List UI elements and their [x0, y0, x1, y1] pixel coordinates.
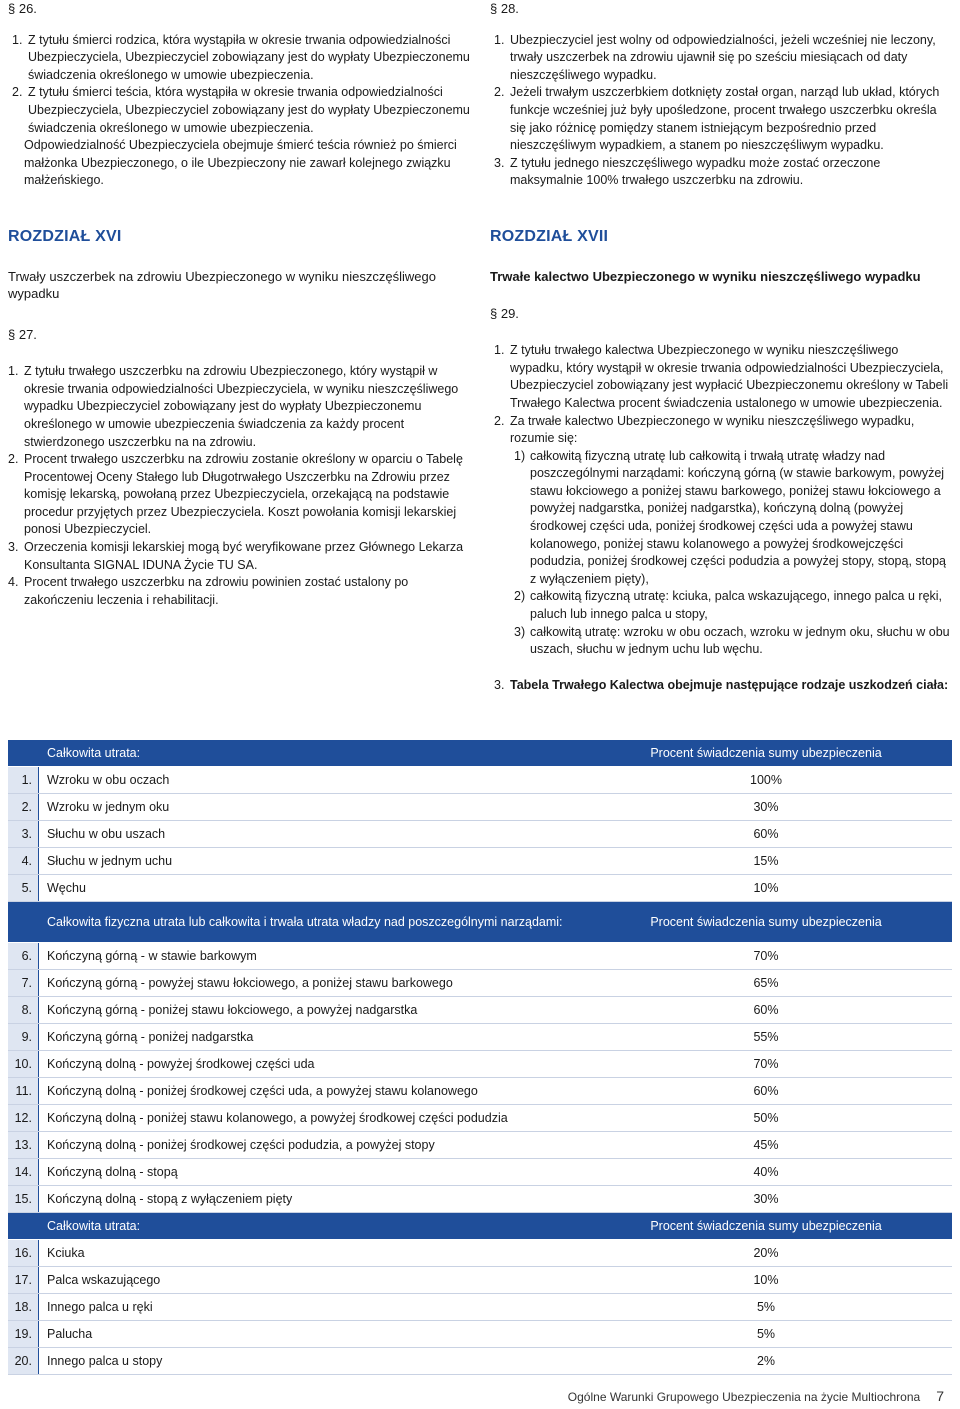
section-29-item-2	[494, 413, 952, 659]
section-29-item-3	[494, 677, 952, 695]
subitem-number: 3)	[514, 624, 526, 639]
item-number: 2.	[8, 452, 19, 467]
item-text: Orzeczenia komisji lekarskiej mogą być weryfikowane przez Głównego Lekarza Konsultanta SIGNAL IDUNA Życie TU SA.	[24, 540, 464, 572]
left-column	[8, 0, 470, 609]
item-number: 3.	[494, 155, 505, 170]
header-number-cell	[8, 1213, 39, 1240]
item-number: 1.	[12, 32, 23, 47]
row-number: 19.	[8, 1321, 39, 1348]
item-text: Z tytułu śmierci teścia, która wystąpiła w okresie trwania odpowiedzialności Ubezpieczyciela, Ubezpieczyciel zobowiązany jest do wypłaty Ubezpieczonemu świadczenia określonego w umowie ubezpieczenia.	[28, 85, 470, 135]
row-label: Kończyną górną - powyżej stawu łokciowego, a poniżej stawu barkowego	[39, 970, 581, 997]
row-number: 1.	[8, 767, 39, 794]
row-value: 20%	[580, 1240, 952, 1267]
table-row	[8, 1267, 952, 1294]
row-label: Kończyną dolną - powyżej środkowej części uda	[39, 1051, 581, 1078]
row-label: Wzroku w obu oczach	[39, 767, 581, 794]
table-row	[8, 997, 952, 1024]
table-row	[8, 821, 952, 848]
row-label: Innego palca u stopy	[39, 1348, 581, 1375]
table-header-row	[8, 740, 952, 767]
row-value: 15%	[580, 848, 952, 875]
item-text: Procent trwałego uszczerbku na zdrowiu zostanie określony w oparciu o Tabelę Procentowej Oceny Stałego lub Długotrwałego Uszczerbku na Zdrowiu przez komisję lekarską, powołaną przez Ubezpieczyciela, orzekającą na podstawie procedur przyjętych przez Ubezpieczyciela. Koszt powołania komisji lekarskiej ponosi Ubezpieczyciel.	[24, 452, 463, 537]
section-26-note: Odpowiedzialność Ubezpieczyciela obejmuje śmierć teścia również po śmierci małżonka Ubezpieczonego, o ile Ubezpieczony nie zawarł kolejnego związku małżeńskiego.	[24, 138, 457, 188]
table-header-row	[8, 902, 952, 943]
table-row	[8, 848, 952, 875]
row-value: 2%	[580, 1348, 952, 1375]
row-number: 2.	[8, 794, 39, 821]
row-number: 12.	[8, 1105, 39, 1132]
row-value: 60%	[580, 997, 952, 1024]
section-29-heading: § 29.	[490, 305, 519, 321]
row-value: 70%	[580, 943, 952, 970]
row-value: 60%	[580, 821, 952, 848]
section-27-item-2	[8, 451, 470, 539]
right-column	[490, 0, 952, 694]
row-value: 10%	[580, 1267, 952, 1294]
table-row	[8, 1159, 952, 1186]
chapter-xvi-title: ROZDZIAŁ XVI	[8, 227, 122, 245]
item-text: Ubezpieczyciel jest wolny od odpowiedzialności, jeżeli wcześniej nie leczony, trwały uszczerbek na zdrowiu ujawnił się po sześciu miesiącach od daty nieszczęśliwego wypadku.	[510, 32, 936, 82]
row-label: Kończyną górną - poniżej nadgarstka	[39, 1024, 581, 1051]
disability-table-grid	[8, 740, 952, 1375]
page-number: 7	[936, 1388, 944, 1404]
table-row	[8, 1294, 952, 1321]
item-number: 3.	[8, 540, 19, 555]
section-28-item-2	[494, 84, 952, 154]
row-number: 17.	[8, 1267, 39, 1294]
row-value: 45%	[580, 1132, 952, 1159]
row-number: 20.	[8, 1348, 39, 1375]
row-label: Kończyną dolną - poniżej stawu kolanowego, a powyżej środkowej części podudzia	[39, 1105, 581, 1132]
table-header-row	[8, 1213, 952, 1240]
section-28-item-1	[494, 32, 952, 85]
row-value: 30%	[580, 794, 952, 821]
section-29-item-1	[494, 342, 952, 412]
row-value: 5%	[580, 1294, 952, 1321]
section-27-item-1	[8, 363, 470, 451]
table-row	[8, 1348, 952, 1375]
row-value: 100%	[580, 767, 952, 794]
row-label: Słuchu w jednym uchu	[39, 848, 581, 875]
row-number: 8.	[8, 997, 39, 1024]
page-footer	[0, 1388, 944, 1404]
row-number: 5.	[8, 875, 39, 902]
subitem-3	[514, 624, 952, 659]
item-number: 3.	[494, 677, 505, 692]
item-number: 2.	[12, 85, 23, 100]
row-label: Kończyną górną - w stawie barkowym	[39, 943, 581, 970]
row-number: 10.	[8, 1051, 39, 1078]
row-value: 70%	[580, 1051, 952, 1078]
row-value: 65%	[580, 970, 952, 997]
header-value: Procent świadczenia sumy ubezpieczenia	[580, 740, 952, 767]
table-row	[8, 1321, 952, 1348]
table-row	[8, 875, 952, 902]
section-26-item-1	[12, 32, 470, 85]
item-number: 2.	[494, 85, 505, 100]
section-26-list	[8, 32, 470, 138]
row-number: 7.	[8, 970, 39, 997]
header-value: Procent świadczenia sumy ubezpieczenia	[580, 1213, 952, 1240]
row-number: 9.	[8, 1024, 39, 1051]
row-number: 4.	[8, 848, 39, 875]
row-label: Kciuka	[39, 1240, 581, 1267]
section-27-list	[8, 363, 470, 609]
section-29-sublist	[510, 448, 952, 659]
chapter-xvii-title: ROZDZIAŁ XVII	[490, 227, 609, 245]
section-28-list	[490, 32, 952, 190]
header-number-cell	[8, 902, 39, 943]
item-number: 2.	[494, 413, 505, 428]
row-number: 18.	[8, 1294, 39, 1321]
table-row	[8, 767, 952, 794]
item-text: Za trwałe kalectwo Ubezpieczonego w wyniku nieszczęśliwego wypadku, rozumie się:	[510, 413, 915, 446]
row-label: Palca wskazującego	[39, 1267, 581, 1294]
item-text: Tabela Trwałego Kalectwa obejmuje następujące rodzaje uszkodzeń ciała:	[510, 677, 949, 692]
item-number: 1.	[8, 364, 19, 379]
disability-table-body	[8, 740, 952, 1375]
row-number: 11.	[8, 1078, 39, 1105]
item-text: Jeżeli trwałym uszczerbkiem dotknięty został organ, narząd lub układ, których funkcje wcześniej już były upośledzone, procent trwałego uszczerbku określa się jako różnicę pomiędzy stanem istniejącym bezpośrednio przed nieszczęśliwym wypadkiem, a stanem po nieszczęśliwym wypadku.	[510, 85, 940, 153]
header-value: Procent świadczenia sumy ubezpieczenia	[580, 902, 952, 943]
row-number: 3.	[8, 821, 39, 848]
subitem-text: całkowitą fizyczną utratę lub całkowitą i trwałą utratę władzy nad poszczególnymi narządami: kończyną górną (w stawie barkowym, powyżej stawu łokciowego a poniżej stawu barkowego, poniżej stawu łokciowego a powyżej nadgarstka, poniżej nadgarstka), kończyną dolną (powyżej środkowej części uda, poniżej środkowej części uda a powyżej stawu kolanowego, poniżej stawu kolanowego a powyżej środkowejczęści podudzia, poniżej środkowej części podudzia a powyżej stopy, stopą, stopą z wyłączeniem pięty),	[530, 448, 946, 586]
section-28-item-3	[494, 155, 952, 190]
item-number: 1.	[494, 343, 505, 358]
header-label: Całkowita utrata:	[39, 1213, 581, 1240]
table-row	[8, 1024, 952, 1051]
item-text: Z tytułu trwałego kalectwa Ubezpieczonego w wyniku nieszczęśliwego wypadku, który wystąpił w okresie trwania odpowiedzialności Ubezpieczyciela, Ubezpieczyciel zobowiązany jest wypłacić Ubezpieczonemu określony w Tabeli Trwałego Kalectwa procent świadczenia ustalonego w umowie ubezpieczenia.	[510, 343, 949, 410]
row-label: Słuchu w obu uszach	[39, 821, 581, 848]
section-28-heading: § 28.	[490, 1, 519, 16]
row-value: 50%	[580, 1105, 952, 1132]
chapter-xvii-subtitle: Trwałe kalectwo Ubezpieczonego w wyniku nieszczęśliwego wypadku	[490, 268, 921, 284]
row-value: 60%	[580, 1078, 952, 1105]
item-text: Z tytułu jednego nieszczęśliwego wypadku może zostać orzeczone maksymalnie 100% trwałego uszczerbku na zdrowiu.	[510, 155, 881, 188]
subitem-number: 1)	[514, 448, 526, 463]
row-value: 10%	[580, 875, 952, 902]
row-number: 16.	[8, 1240, 39, 1267]
subitem-1	[514, 448, 952, 589]
section-29-list	[490, 342, 952, 694]
table-row	[8, 1186, 952, 1213]
row-label: Kończyną dolną - stopą z wyłączeniem pięty	[39, 1186, 581, 1213]
header-number-cell	[8, 740, 39, 767]
row-label: Kończyną dolną - poniżej środkowej części uda, a powyżej stawu kolanowego	[39, 1078, 581, 1105]
item-text: Z tytułu śmierci rodzica, która wystąpiła w okresie trwania odpowiedzialności Ubezpieczyciela, Ubezpieczyciel zobowiązany jest do wypłaty Ubezpieczonemu świadczenia określonego w umowie ubezpieczenia.	[28, 32, 470, 82]
row-number: 13.	[8, 1132, 39, 1159]
row-number: 6.	[8, 943, 39, 970]
section-26-item-2	[12, 84, 470, 137]
header-label: Całkowita utrata:	[39, 740, 581, 767]
table-row	[8, 1132, 952, 1159]
table-row	[8, 970, 952, 997]
row-value: 55%	[580, 1024, 952, 1051]
footer-title: Ogólne Warunki Grupowego Ubezpieczenia na życie Multiochrona	[567, 1390, 921, 1404]
section-27-item-4	[8, 574, 470, 609]
item-number: 1.	[494, 32, 505, 47]
subitem-number: 2)	[514, 589, 526, 604]
row-value: 30%	[580, 1186, 952, 1213]
row-label: Kończyną dolną - stopą	[39, 1159, 581, 1186]
section-27-item-3	[8, 539, 470, 574]
row-label: Palucha	[39, 1321, 581, 1348]
row-number: 15.	[8, 1186, 39, 1213]
row-label: Kończyną dolną - poniżej środkowej części podudzia, a powyżej stopy	[39, 1132, 581, 1159]
row-label: Innego palca u ręki	[39, 1294, 581, 1321]
header-label: Całkowita fizyczna utrata lub całkowita i trwała utrata władzy nad poszczególnymi narządami:	[39, 902, 581, 943]
table-row	[8, 794, 952, 821]
disability-table	[8, 740, 952, 1375]
subitem-text: całkowitą fizyczną utratę: kciuka, palca wskazującego, innego palca u ręki, paluch lub innego palca u stopy,	[530, 589, 943, 622]
table-row	[8, 1051, 952, 1078]
table-row	[8, 943, 952, 970]
item-text: Z tytułu trwałego uszczerbku na zdrowiu Ubezpieczonego, który wystąpił w okresie trwania odpowiedzialności Ubezpieczyciela, w wyniku nieszczęśliwego wypadku Ubezpieczyciel zobowiązany jest do wypłaty Ubezpieczonemu określonego w umowie ubezpieczenia świadczenia za każdy procent stwierdzonego uszczerbku na na zdrowiu.	[24, 364, 459, 449]
row-label: Kończyną górną - poniżej stawu łokciowego, a powyżej nadgarstka	[39, 997, 581, 1024]
row-value: 5%	[580, 1321, 952, 1348]
item-text: Procent trwałego uszczerbku na zdrowiu powinien zostać ustalony po zakończeniu leczenia i rehabilitacji.	[24, 575, 409, 607]
item-number: 4.	[8, 575, 19, 590]
table-row	[8, 1105, 952, 1132]
row-label: Węchu	[39, 875, 581, 902]
row-number: 14.	[8, 1159, 39, 1186]
section-27-heading: § 27.	[8, 326, 37, 342]
chapter-xvi-subtitle: Trwały uszczerbek na zdrowiu Ubezpieczonego w wyniku nieszczęśliwego wypadku	[8, 268, 436, 301]
table-row	[8, 1078, 952, 1105]
subitem-text: całkowitą utratę: wzroku w obu oczach, wzroku w jednym oku, słuchu w obu uszach, słuchu w jednym uchu lub węchu.	[530, 624, 950, 657]
row-label: Wzroku w jednym oku	[39, 794, 581, 821]
table-row	[8, 1240, 952, 1267]
subitem-2	[514, 588, 952, 623]
section-26-heading: § 26.	[8, 1, 37, 16]
row-value: 40%	[580, 1159, 952, 1186]
